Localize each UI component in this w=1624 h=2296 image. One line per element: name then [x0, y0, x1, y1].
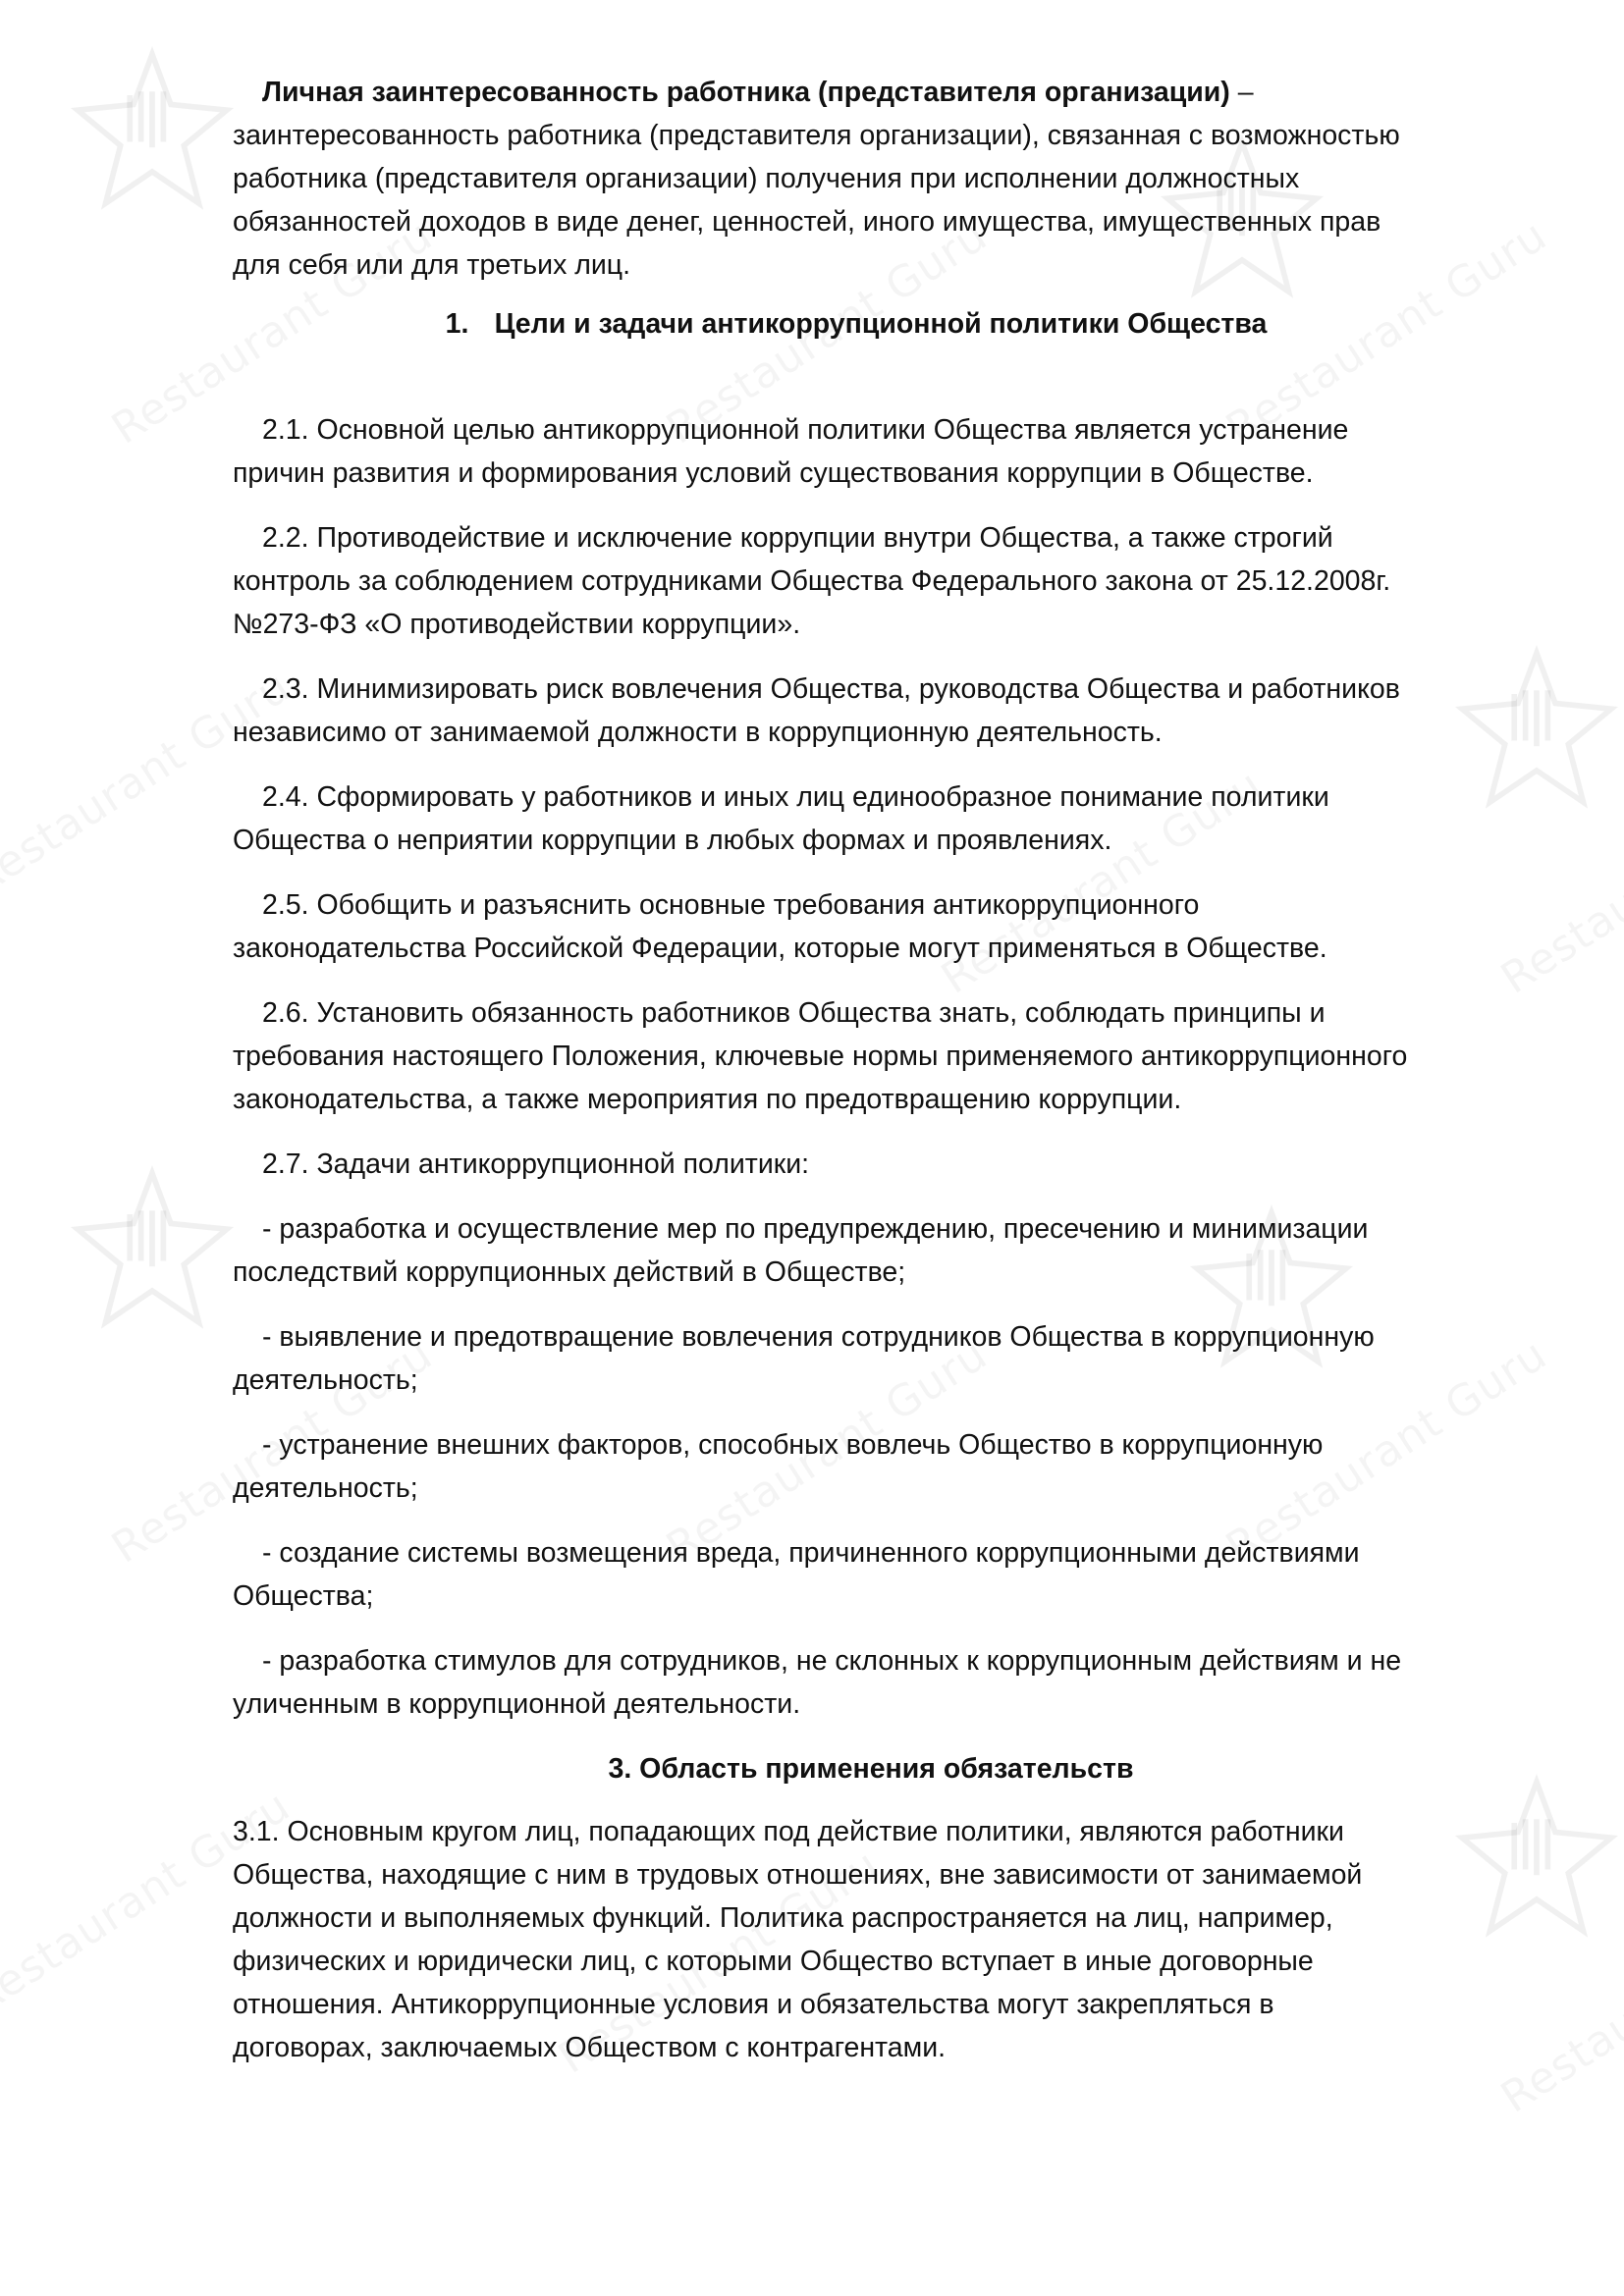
paragraph-3-1: 3.1. Основным кругом лиц, попадающих под действие политики, являются работники Общества, находящие с ним в трудовых отношениях, вне зависимости от занимаемой должности и выполняемых функций. Политика распространяется на лиц, например, физических и юридически лиц, с которыми Общество вступает в иные договорные отношения. Антикоррупционные условия и обязательства могут закрепляться в договорах, заключаемых Обществом с контрагентами. — [233, 1816, 1363, 2063]
definition-dash: – — [1229, 77, 1254, 108]
list-item: - выявление и предотвращение вовлечения сотрудников Общества в коррупционную деятельность; — [233, 1321, 1375, 1396]
paragraph-2-7: 2.7. Задачи антикоррупционной политики: — [262, 1148, 810, 1180]
paragraph-2-6: 2.6. Установить обязанность работников Общества знать, соблюдать принципы и требования настоящего Положения, ключевые нормы применяемого антикоррупционного законодательства, а также мероприятия по предотвращению коррупции. — [233, 997, 1408, 1115]
section-number: 1. — [445, 308, 469, 340]
section-title: Цели и задачи антикоррупционной политики Общества — [494, 308, 1268, 340]
paragraph-2-1: 2.1. Основной целью антикоррупционной политики Общества является устранение причин развития и формирования условий существования коррупции в Обществе. — [233, 414, 1349, 489]
watermark-logo-icon — [59, 39, 245, 226]
paragraph-2-2: 2.2. Противодействие и исключение коррупции внутри Общества, а также строгий контроль за соблюдением сотрудниками Общества Федерального закона от 25.12.2008г. №273-ФЗ «О противодействии коррупции». — [233, 522, 1391, 640]
list-item: - разработка и осуществление мер по предупреждению, пресечению и минимизации последствий коррупционных действий в Обществе; — [233, 1213, 1369, 1288]
watermark-logo-icon — [59, 1158, 245, 1345]
document-body — [233, 71, 1411, 2091]
watermark-logo-icon — [1443, 1767, 1624, 1953]
paragraph-2-5: 2.5. Обобщить и разъяснить основные требования антикоррупционного законодательства Российской Федерации, которые могут применяться в Обществе. — [233, 889, 1327, 964]
watermark-text — [1492, 760, 1624, 1004]
watermark-text — [1492, 1879, 1624, 2123]
definition-term: Личная заинтересованность работника (представителя организации) — [262, 77, 1230, 108]
paragraph-2-4: 2.4. Сформировать у работников и иных лиц единообразное понимание политики Общества о неприятии коррупции в любых формах и проявлениях. — [233, 781, 1329, 856]
section-heading: 3. Область применения обязательств — [608, 1753, 1134, 1785]
watermark-logo-icon — [1443, 638, 1624, 825]
section-heading — [233, 302, 1411, 346]
definition-text: заинтересованность работника (представителя организации), связанная с возможностью работника (представителя организации) получения при исполнении должностных обязанностей доходов в виде денег, ценностей, иного имущества, имущественных прав для себя или для третьих лиц. — [233, 120, 1400, 281]
list-item: - создание системы возмещения вреда, причиненного коррупционными действиями Общества; — [233, 1537, 1360, 1612]
paragraph-2-3: 2.3. Минимизировать риск вовлечения Общества, руководства Общества и работников независимо от занимаемой должности в коррупционную деятельность. — [233, 673, 1400, 748]
list-item: - разработка стимулов для сотрудников, не склонных к коррупционным действиям и не уличенным в коррупционной деятельности. — [233, 1645, 1402, 1720]
list-item: - устранение внешних факторов, способных вовлечь Общество в коррупционную деятельность; — [233, 1429, 1324, 1504]
definition-paragraph — [233, 71, 1411, 287]
